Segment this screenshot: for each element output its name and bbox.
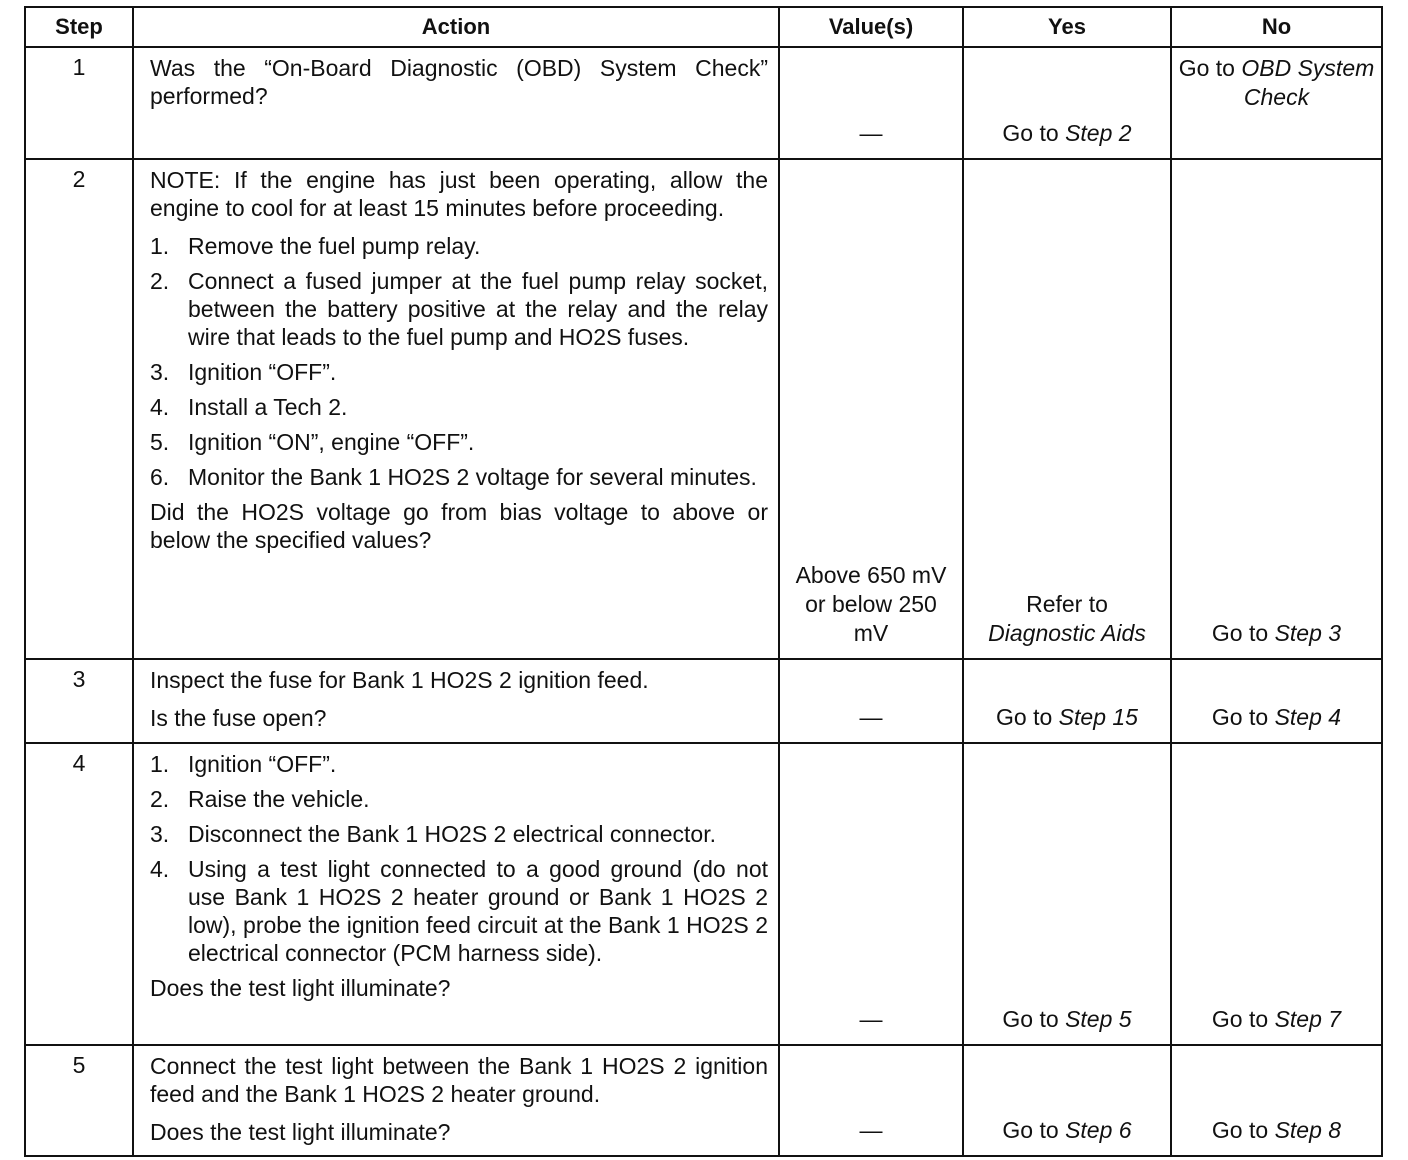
yes-link[interactable]: Step 15 <box>1058 704 1138 730</box>
list-item: 5. Ignition “ON”, engine “OFF”. <box>150 429 475 455</box>
no-prefix: Go to <box>1211 1006 1275 1032</box>
header-step: Step <box>25 7 133 47</box>
yes-prefix: Refer to <box>1026 591 1108 617</box>
diagnostic-table <box>24 6 1383 1157</box>
no-link[interactable]: Step 7 <box>1274 1006 1342 1032</box>
no-cell <box>1171 659 1382 743</box>
action-question: Does the test light illuminate? <box>150 1119 451 1145</box>
no-link[interactable]: Step 8 <box>1274 1117 1342 1143</box>
value-cell: — <box>779 659 963 743</box>
yes-prefix: Go to <box>1002 1117 1066 1143</box>
header-action: Action <box>133 7 779 47</box>
list-item: 1. Ignition “OFF”. <box>150 751 337 777</box>
no-link[interactable]: Step 3 <box>1274 620 1342 646</box>
list-item: 4. Install a Tech 2. <box>150 394 348 420</box>
table-row-step-2 <box>25 159 1382 659</box>
step-number: 3 <box>25 659 133 743</box>
yes-cell <box>963 159 1171 659</box>
list-item: 1. Remove the fuel pump relay. <box>150 233 481 259</box>
step-number: 2 <box>25 159 133 659</box>
action-steps-list <box>150 232 768 491</box>
action-question: Did the HO2S voltage go from bias voltage to above or below the specified values? <box>150 499 768 553</box>
action-cell <box>133 743 779 1045</box>
action-steps-list <box>150 750 768 967</box>
no-prefix: Go to <box>1211 704 1275 730</box>
yes-prefix: Go to <box>996 704 1059 730</box>
yes-cell <box>963 659 1171 743</box>
header-yes: Yes <box>963 7 1171 47</box>
yes-prefix: Go to <box>1002 120 1066 146</box>
value-cell: — <box>779 1045 963 1156</box>
list-item: 3. Ignition “OFF”. <box>150 359 337 385</box>
yes-link[interactable]: Diagnostic Aids <box>988 620 1146 646</box>
list-item: 6. Monitor the Bank 1 HO2S 2 voltage for several minutes. <box>150 464 757 490</box>
no-cell <box>1171 1045 1382 1156</box>
no-prefix: Go to <box>1211 1117 1275 1143</box>
table-row-step-1 <box>25 47 1382 159</box>
yes-link[interactable]: Step 2 <box>1065 120 1132 146</box>
no-cell <box>1171 47 1382 159</box>
no-link[interactable]: Step 4 <box>1274 704 1342 730</box>
no-prefix: Go to <box>1211 620 1275 646</box>
step-number: 4 <box>25 743 133 1045</box>
value-cell: — <box>779 743 963 1045</box>
list-item: 4. Using a test light connected to a good ground (do not use Bank 1 HO2S 2 heater ground or Bank 1 HO2S 2 low), probe the ignition feed circuit at the Bank 1 HO2S 2 electrical connector (PCM harness side). <box>150 856 768 966</box>
action-text: Connect the test light between the Bank 1 HO2S 2 ignition feed and the Bank 1 HO2S 2 heater ground. <box>150 1053 768 1107</box>
step-number: 5 <box>25 1045 133 1156</box>
header-no: No <box>1171 7 1382 47</box>
no-prefix: Go to <box>1178 55 1242 81</box>
action-question: Is the fuse open? <box>150 705 327 731</box>
action-question: Does the test light illuminate? <box>150 975 451 1001</box>
list-item: 2. Connect a fused jumper at the fuel pump relay socket, between the battery positive at the relay and the relay wire that leads to the fuel pump and HO2S fuses. <box>150 268 768 350</box>
yes-prefix: Go to <box>1002 1006 1066 1032</box>
no-cell <box>1171 159 1382 659</box>
table-row-step-5 <box>25 1045 1382 1156</box>
no-cell <box>1171 743 1382 1045</box>
step-number: 1 <box>25 47 133 159</box>
header-row <box>25 7 1382 47</box>
table-row-step-3 <box>25 659 1382 743</box>
yes-cell <box>963 1045 1171 1156</box>
action-text: Inspect the fuse for Bank 1 HO2S 2 ignition feed. <box>150 667 649 693</box>
yes-cell <box>963 47 1171 159</box>
header-values: Value(s) <box>779 7 963 47</box>
list-item: 3. Disconnect the Bank 1 HO2S 2 electrical connector. <box>150 821 717 847</box>
action-question: Was the “On-Board Diagnostic (OBD) System Check” performed? <box>150 55 768 109</box>
action-cell <box>133 1045 779 1156</box>
action-note: NOTE: If the engine has just been operating, allow the engine to cool for at least 15 minutes before proceeding. <box>150 167 768 221</box>
action-cell <box>133 47 779 159</box>
no-link[interactable]: OBD System Check <box>1241 55 1375 110</box>
action-cell <box>133 659 779 743</box>
yes-cell <box>963 743 1171 1045</box>
yes-link[interactable]: Step 6 <box>1065 1117 1132 1143</box>
value-cell: — <box>779 47 963 159</box>
yes-link[interactable]: Step 5 <box>1065 1006 1132 1032</box>
list-item: 2. Raise the vehicle. <box>150 786 370 812</box>
action-cell <box>133 159 779 659</box>
value-cell: Above 650 mV or below 250 mV <box>779 159 963 659</box>
table-row-step-4 <box>25 743 1382 1045</box>
